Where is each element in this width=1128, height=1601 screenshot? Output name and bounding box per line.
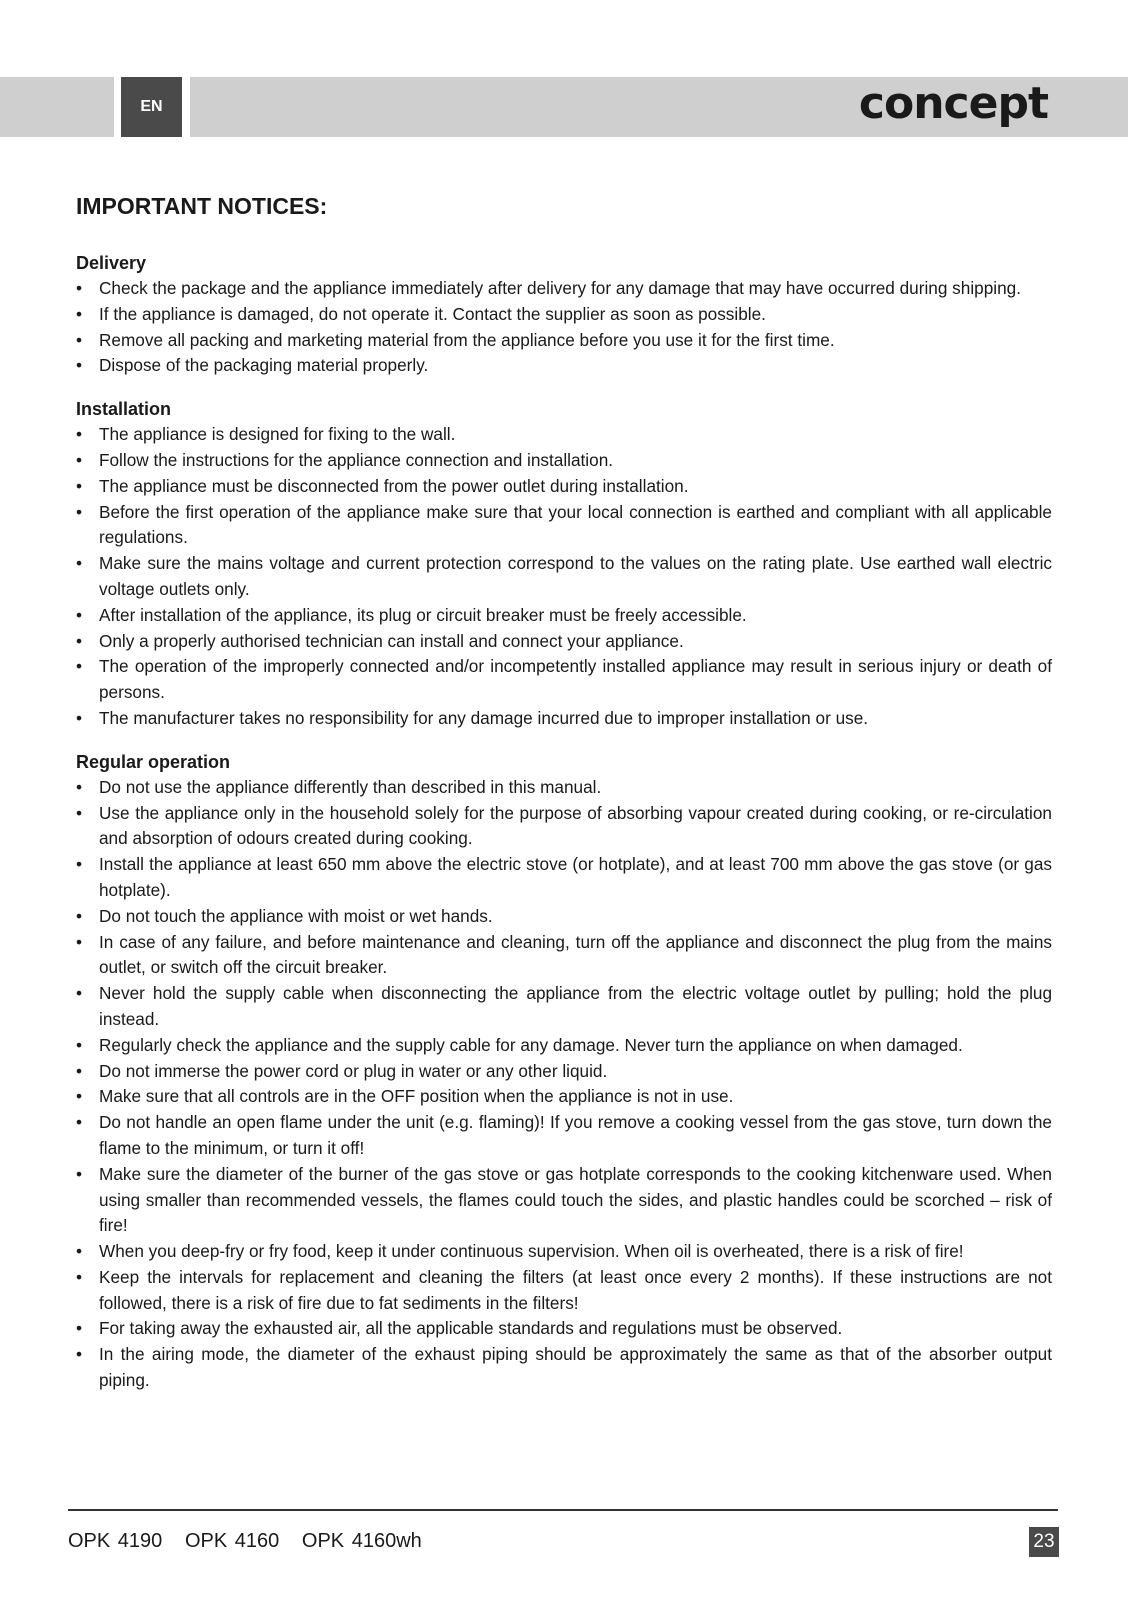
bullet-icon: •: [76, 1112, 83, 1133]
list-item: [76, 1033, 1052, 1059]
list-item: [76, 654, 1052, 706]
bullet-icon: •: [76, 329, 83, 350]
bullet-icon: •: [76, 475, 83, 496]
list-item-text: Do not immerse the power cord or plug in water or any other liquid.: [99, 1060, 608, 1081]
bullet-icon: •: [76, 983, 83, 1004]
list-item-text: Keep the intervals for replacement and cleaning the filters (at least once every 2 months). If these instructions are not followed, there is a risk of fire due to fat sediments in the filters!: [99, 1266, 1052, 1313]
page-number: 23: [1029, 1527, 1059, 1557]
list-item-text: Use the appliance only in the household solely for the purpose of absorbing vapour created during cooking, or re-circulation and absorption of odours created during cooking.: [99, 802, 1052, 849]
list-item: [76, 302, 1052, 328]
bullet-list: [76, 422, 1052, 732]
list-item: [76, 629, 1052, 655]
list-item-text: Make sure the mains voltage and current protection correspond to the values on the rating plate. Use earthed wall electric voltage outlets only.: [99, 553, 1052, 599]
list-item-text: Do not handle an open flame under the unit (e.g. flaming)! If you remove a cooking vessel from the gas stove, turn down the flame to the minimum, or turn it off!: [99, 1112, 1052, 1158]
footer-model-list: OPK 4190 OPK 4160 OPK 4160wh: [68, 1530, 422, 1552]
list-item-text: In case of any failure, and before maintenance and cleaning, turn off the appliance and disconnect the plug from the mains outlet, or switch off the circuit breaker.: [99, 931, 1052, 978]
bullet-icon: •: [76, 303, 83, 324]
list-item: [76, 852, 1052, 904]
bullet-icon: •: [76, 854, 83, 875]
main-content: [76, 190, 1052, 1411]
list-item-text: After installation of the appliance, its plug or circuit breaker must be freely accessible.: [99, 604, 747, 625]
bullet-icon: •: [76, 630, 83, 651]
list-item: [76, 1084, 1052, 1110]
bullet-list: [76, 775, 1052, 1394]
list-item-text: Regularly check the appliance and the supply cable for any damage. Never turn the appliance on when damaged.: [99, 1034, 963, 1055]
page-title: IMPORTANT NOTICES:: [76, 193, 328, 219]
bullet-icon: •: [76, 501, 83, 522]
list-item: [76, 1162, 1052, 1239]
list-item-text: Follow the instructions for the appliance connection and installation.: [99, 449, 614, 470]
list-item: [76, 1342, 1052, 1394]
footer-divider: [68, 1509, 1058, 1511]
section-heading: Delivery: [76, 253, 147, 273]
bullet-icon: •: [76, 355, 83, 376]
bullet-icon: •: [76, 905, 83, 926]
list-item-text: Make sure that all controls are in the OFF position when the appliance is not in use.: [99, 1086, 734, 1107]
list-item: [76, 551, 1052, 603]
bullet-icon: •: [76, 1318, 83, 1339]
list-item-text: Install the appliance at least 650 mm above the electric stove (or hotplate), and at least 700 mm above the gas stove (or gas hotplate).: [99, 854, 1052, 900]
bullet-icon: •: [76, 1060, 83, 1081]
list-item: [76, 474, 1052, 500]
bullet-icon: •: [76, 1163, 83, 1184]
list-item: [76, 930, 1052, 982]
language-badge: EN: [121, 77, 182, 137]
list-item-text: The appliance is designed for fixing to the wall.: [99, 424, 456, 445]
list-item: [76, 801, 1052, 853]
list-item: [76, 904, 1052, 930]
section-heading: Regular operation: [76, 751, 231, 772]
list-item-text: Make sure the diameter of the burner of the gas stove or gas hotplate corresponds to the cooking kitchenware used. When using smaller than recommended vessels, the flames could touch the sides, and plastic handles could be scorched – risk of fire!: [99, 1163, 1052, 1236]
list-item: [76, 500, 1052, 552]
header-bar: [0, 77, 114, 137]
bullet-icon: •: [76, 802, 83, 823]
bullet-icon: •: [76, 656, 83, 677]
list-item-text: In the airing mode, the diameter of the exhaust piping should be approximately the same as that of the absorber output piping.: [99, 1344, 1052, 1391]
bullet-icon: •: [76, 1241, 83, 1262]
bullet-icon: •: [76, 1034, 83, 1055]
list-item-text: Never hold the supply cable when disconnecting the appliance from the electric voltage outlet by pulling; hold the plug instead.: [99, 983, 1052, 1029]
brand-logo: concept: [858, 78, 1048, 129]
section: [76, 250, 1052, 379]
list-item: [76, 1059, 1052, 1085]
list-item-text: If the appliance is damaged, do not operate it. Contact the supplier as soon as possible.: [99, 303, 766, 324]
list-item-text: The manufacturer takes no responsibility for any damage incurred due to improper installation or use.: [99, 707, 869, 728]
list-item-text: Check the package and the appliance immediately after delivery for any damage that may have occurred during shipping.: [99, 278, 1021, 298]
list-item: [76, 1239, 1052, 1265]
bullet-icon: •: [76, 776, 83, 797]
list-item-text: Dispose of the packaging material properly.: [99, 355, 429, 376]
list-item-text: Only a properly authorised technician can install and connect your appliance.: [99, 630, 684, 651]
bullet-icon: •: [76, 604, 83, 625]
bullet-icon: •: [76, 424, 83, 445]
section: [76, 396, 1052, 732]
list-item: [76, 422, 1052, 448]
list-item-text: Before the first operation of the appliance make sure that your local connection is earthed and compliant with all applicable regulations.: [99, 501, 1052, 548]
list-item: [76, 328, 1052, 354]
list-item: [76, 353, 1052, 379]
bullet-list: [76, 276, 1052, 379]
bullet-icon: •: [76, 707, 83, 728]
bullet-icon: •: [76, 1266, 83, 1287]
list-item: [76, 603, 1052, 629]
list-item-text: The appliance must be disconnected from the power outlet during installation.: [99, 475, 689, 496]
section-heading: Installation: [76, 399, 172, 420]
list-item-text: For taking away the exhausted air, all the applicable standards and regulations must be observed.: [99, 1318, 843, 1339]
list-item: [76, 1316, 1052, 1342]
bullet-icon: •: [76, 553, 83, 574]
list-item: [76, 981, 1052, 1033]
bullet-icon: •: [76, 449, 83, 470]
list-item-text: Do not use the appliance differently than described in this manual.: [99, 776, 602, 797]
bullet-icon: •: [76, 1344, 83, 1365]
list-item: [76, 276, 1052, 302]
list-item: [76, 1265, 1052, 1317]
list-item-text: The operation of the improperly connected and/or incompetently installed appliance may result in serious injury or death of persons.: [99, 656, 1052, 703]
list-item-text: When you deep-fry or fry food, keep it under continuous supervision. When oil is overheated, there is a risk of fire!: [99, 1241, 964, 1262]
list-item-text: Remove all packing and marketing material from the appliance before you use it for the first time.: [99, 329, 835, 350]
list-item: [76, 1110, 1052, 1162]
list-item: [76, 775, 1052, 801]
bullet-icon: •: [76, 278, 83, 298]
section: [76, 749, 1052, 1394]
list-item-text: Do not touch the appliance with moist or wet hands.: [99, 905, 493, 926]
list-item: [76, 448, 1052, 474]
notice-sections: [76, 250, 1052, 1394]
list-item: [76, 706, 1052, 732]
bullet-icon: •: [76, 1086, 83, 1107]
bullet-icon: •: [76, 931, 83, 952]
